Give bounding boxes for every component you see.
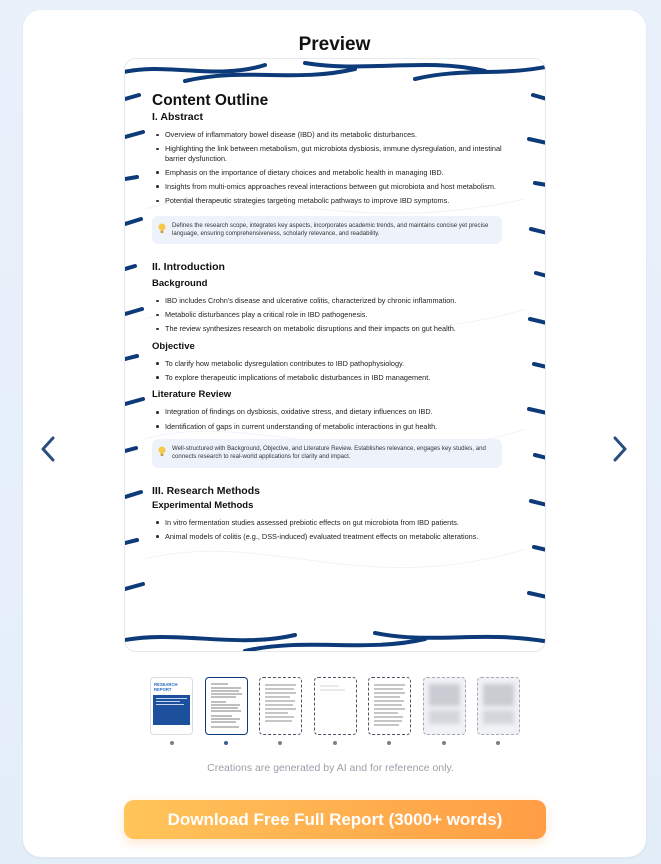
page-dot-1[interactable] [170,741,174,745]
list-item: To clarify how metabolic dysregulation contributes to IBD pathophysiology. [156,359,508,369]
thumbnail-lines [369,678,411,735]
next-page-button[interactable] [605,432,635,466]
thumbnail-page-3[interactable] [259,677,302,735]
abstract-title: I. Abstract [152,111,203,123]
page-dot-5[interactable] [387,741,391,745]
cover-title: RESEARCH REPORT [154,682,178,692]
experimental-methods-bullets [152,518,508,542]
list-item: Insights from multi-omics approaches reveal interactions between gut microbiota and host metabolism. [156,182,508,192]
introduction-title: II. Introduction [152,260,225,273]
background-title: Background [152,277,208,289]
introduction-note [152,439,502,467]
panel-title: Preview [298,34,371,55]
thumbnail-lines [315,678,357,735]
objective-bullets [152,359,508,383]
thumbnail-page-2[interactable] [205,677,248,735]
ai-disclaimer: Creations are generated by AI and for reference only. [207,762,454,774]
document-content [152,91,508,541]
list-item: Animal models of colitis (e.g., DSS-induced) evaluated treatment effects on metabolic alterations. [156,532,508,542]
abstract-note-text: Defines the research scope, integrates key aspects, incorporates academic trends, and maintains concise yet precise language, ensuring comprehensiveness, scholarly relevance, and readability. [172,221,489,237]
page-dot-2[interactable] [224,741,228,745]
page-dot-3[interactable] [278,741,282,745]
page-dot-4[interactable] [333,741,337,745]
download-report-button[interactable]: Download Free Full Report (3000+ words) [124,800,546,839]
chevron-left-icon [40,436,56,462]
list-item: Potential therapeutic strategies targeting metabolic pathways to improve IBD symptoms. [156,196,508,206]
cover-block [153,695,190,725]
lightbulb-icon [158,223,166,234]
abstract-note [152,216,502,244]
document-preview [124,58,546,652]
background-bullets [152,296,508,334]
list-item: Integration of findings on dysbiosis, oxidative stress, and dietary influences on IBD. [156,407,508,417]
introduction-note-text: Well-structured with Background, Objective, and Literature Review. Establishes relevance, engages key studies, and connects research to real-world applications for clarity and impact. [172,445,486,461]
list-item: Identification of gaps in current understanding of metabolic interactions in gut health. [156,422,508,432]
literature-review-title: Literature Review [152,389,232,401]
list-item: IBD includes Crohn's disease and ulcerative colitis, characterized by chronic inflammation. [156,296,508,306]
thumbnail-lines [260,678,302,735]
list-item: Overview of inflammatory bowel disease (IBD) and its metabolic disturbances. [156,130,508,140]
chevron-right-icon [612,436,628,462]
thumbnail-page-5[interactable] [368,677,411,735]
list-item: To explore therapeutic implications of metabolic disturbances in IBD management. [156,373,508,383]
thumbnail-page-6-locked[interactable] [423,677,466,735]
thumbnail-page-1[interactable] [150,677,193,735]
page-thumbnails [150,677,522,749]
outline-heading: Content Outline [152,92,269,109]
prev-page-button[interactable] [33,432,63,466]
thumbnail-lines [206,678,248,735]
research-methods-title: III. Research Methods [152,484,260,497]
experimental-methods-title: Experimental Methods [152,499,254,511]
literature-review-bullets [152,407,508,431]
thumbnail-page-4[interactable] [314,677,357,735]
page-dot-6[interactable] [442,741,446,745]
list-item: Emphasis on the importance of dietary choices and metabolic health in managing IBD. [156,168,508,178]
page-dot-7[interactable] [496,741,500,745]
list-item: Highlighting the link between metabolism, gut microbiota dysbiosis, immune dysregulation, and intestinal barrier dysfunction. [156,144,508,163]
thumbnail-page-7-locked[interactable] [477,677,520,735]
lightbulb-icon [158,446,166,457]
list-item: In vitro fermentation studies assessed prebiotic effects on gut microbiota from IBD patients. [156,518,508,528]
list-item: The review synthesizes research on metabolic disruptions and their impacts on gut health. [156,324,508,334]
abstract-bullets [152,130,508,206]
list-item: Metabolic disturbances play a critical role in IBD pathogenesis. [156,310,508,320]
objective-title: Objective [152,340,195,352]
